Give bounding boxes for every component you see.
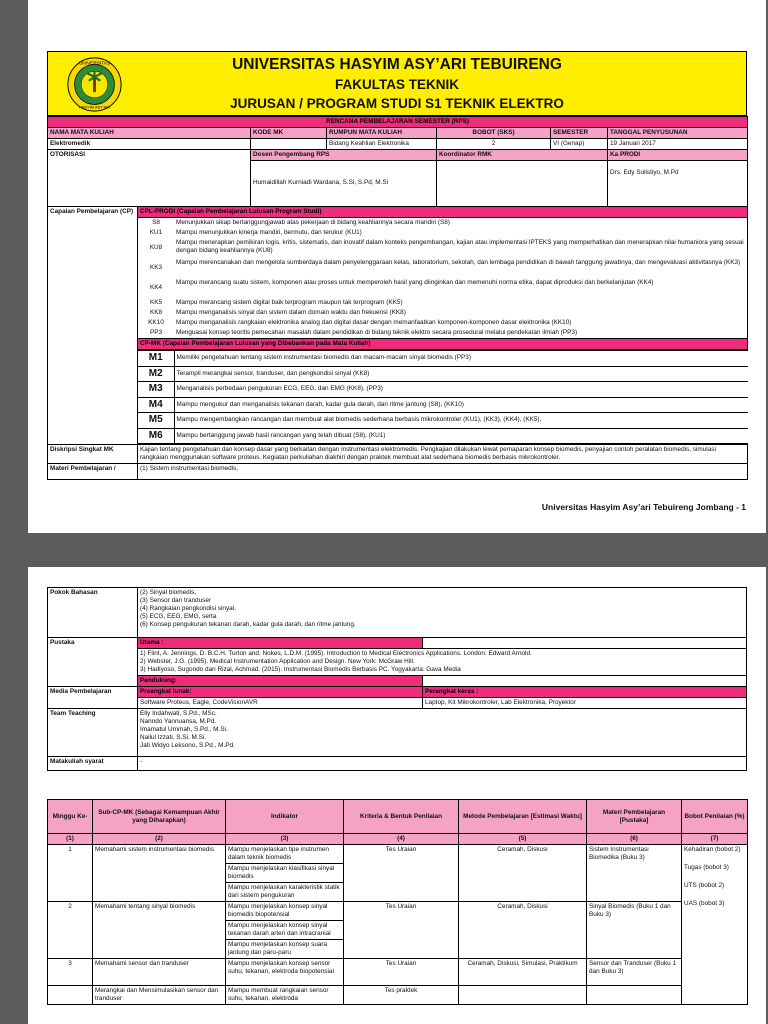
indikator-item: Mampu menjelaskan konsep sinyal tekanan darah arteri dan intracranial	[226, 921, 344, 940]
col-number-1: (1)	[48, 834, 93, 845]
label-pokok-bahasan: Pokok Bahasan	[48, 588, 138, 638]
team-member: Elly Indahwati, S.Pd., MSc.	[140, 710, 217, 717]
cpl-code: KK10	[148, 319, 164, 326]
cpmk-row	[138, 351, 748, 367]
cpmk-code: M1	[138, 351, 174, 367]
cpmk-row	[138, 382, 748, 398]
cpl-code: KK5	[149, 299, 163, 306]
deskripsi-text: Kajian tentang pengetahuan dan konsep dasar yang berkaitan dengan instrumentasi elektromedis. Pengkajian dilakukan lewat pemaparan konsep biomedis, penyajian contoh peralatan biomedis, simulasi rangkaian menggunakan software proteus. Kegiatan perkuliahan diakhiri dengan praktek membuat alat sederhana biomedis berbasis mikrokontroler.	[138, 445, 748, 464]
bobot-cell	[682, 845, 748, 1005]
cpmk-code: M5	[138, 413, 174, 429]
cpl-row	[138, 298, 747, 308]
kaprodi-name: Drs. Edy Sulistiyo, M.Pd	[608, 161, 748, 207]
cpmk-code: M3	[138, 382, 174, 398]
week-number: 3	[48, 959, 93, 986]
cpmk-row	[138, 397, 748, 413]
faculty-name: FAKULTAS TEKNIK	[335, 77, 459, 92]
col-indikator: Indikator	[226, 800, 344, 834]
indikator-item: Mampu menjelaskan konsep sensor suhu, tekanan, elektroda biopotensial	[226, 959, 344, 986]
cpl-text: Mampu menunjukkan kinerja mandiri, bermutu, dan terukur (KU1)	[176, 229, 362, 236]
program-name: JURUSAN / PROGRAM STUDI S1 TEKNIK ELEKTRO	[230, 96, 564, 111]
cpl-text: Mampu merencanakan dan mengelola sumberdaya dalam penyelenggaraan kelas, laboratorium, sekolah, dan lembaga pendidikan di bawah tanggung jawabnya, dan mengevaluasi aktivitasnya (KK3)	[176, 259, 741, 266]
label-keras: Perangkat keras :	[423, 687, 747, 698]
schedule-table	[47, 799, 748, 1005]
label-kaprodi: Ka PRODI	[608, 150, 748, 161]
label-course-code: KODE MK	[251, 128, 327, 139]
cpl-prodi-list	[138, 218, 748, 339]
label-course-cluster: RUMPUN MATA KULIAH	[327, 128, 437, 139]
materi	[587, 986, 682, 1005]
pokok-item: (6) Konsep pengukuran tekanan darah, kadar gula darah, dan ritme jantung.	[140, 621, 356, 628]
cpmk-text: Mampu bertanggung jawab hasil rancangan yang telah dibuat (S8), (KU1)	[174, 428, 748, 444]
cpl-row	[138, 228, 747, 238]
kriteria: Tes Uraian	[344, 902, 459, 959]
col-metode: Metode Pembelajaran [Estimasi Waktu]	[459, 800, 587, 834]
schedule-row	[48, 959, 748, 986]
pustaka-list	[138, 649, 747, 676]
pokok-item: (5) ECG, EEG, EMG, serta	[140, 613, 217, 620]
col-number-5: (5)	[459, 834, 587, 845]
schedule-row	[48, 902, 748, 921]
cpmk-row	[138, 428, 748, 444]
page-footer: Universitas Hasyim Asy’ari Tebuireng Jombang - 1	[541, 502, 746, 512]
document-page-2	[28, 567, 766, 1024]
metode: Ceramah, Diskusi, Simulasi, Praktikum	[459, 959, 587, 986]
utama-spacer	[423, 638, 747, 649]
label-pustaka: Pustaka	[48, 638, 138, 687]
course-cluster: Bidang Keahlian Elektronika	[327, 139, 437, 150]
pustaka-item: 3) Hadiyoso, Sugondo dan Rizal, Achmad. (2015). Instrumentasi Biomedis Berbasis PC. Yogyakarta: Gava Media	[140, 666, 461, 673]
indikator-item: Mampu menjelaskan karakteristik statik dari sistem pengukuran	[226, 883, 344, 902]
label-capaian: Capaian Pembelajaran (CP)	[48, 207, 138, 445]
label-date: TANGGAL PENYUSUNAN	[608, 128, 748, 139]
cpl-code: KK3	[149, 264, 163, 271]
label-syarat: Matakuliah syarat	[48, 757, 138, 771]
cpl-text: Mampu menganalisis rangkaian elektronika analog dan digital dasar dengan memanfaatkan komponen-komponen dasar elektronika (KK10)	[176, 319, 572, 326]
koordinator-name	[437, 161, 608, 207]
cpmk-text: Mampu mengukur dan menganalisis tekanan darah, kadar gula darah, dan ritme jantung (S8), (KK10)	[174, 397, 748, 413]
document-page-1	[28, 0, 766, 533]
cpmk-text: Memiliki pengetahuan tentang sistem instrumentasi biomedis dan macam-macam sinyal biomedis (PP3)	[174, 351, 748, 367]
cpmk-code: M6	[138, 428, 174, 444]
week-number	[48, 986, 93, 1005]
logo-text-bottom: HASYIM ASY'ARI	[78, 104, 111, 110]
week-number: 2	[48, 902, 93, 959]
cpl-text: Menunjukkan sikap bertanggungjawab atas pekerjaan di bidang keahliannya secara mandiri (S8)	[176, 219, 450, 226]
metode	[459, 986, 587, 1005]
cpl-row	[138, 318, 747, 328]
label-team: Team Teaching	[48, 709, 138, 757]
bobot-item: Tugas (bobot 3)	[684, 864, 729, 871]
label-dosen: Dosen Pengembang RPS	[251, 150, 437, 161]
col-sub-cpmk: Sub-CP-MK (Sebagai Kemampuan Akhir yang Diharapkan)	[93, 800, 226, 834]
cpl-row	[138, 258, 747, 278]
label-otorisasi: OTORISASI	[48, 150, 251, 207]
schedule-row	[48, 986, 748, 1005]
rps-table-continued	[47, 587, 747, 771]
cpl-text: Mampu merancang sistem digital baik terprogram maupun tak terprogram (KK5)	[176, 299, 403, 306]
metode: Ceramah, Diskusi	[459, 845, 587, 902]
label-semester: SEMESTER	[551, 128, 608, 139]
label-materi: Materi Pembelajaran /	[48, 464, 138, 480]
team-member: Nailul Izzati, S.Si. M.Si.	[140, 734, 207, 741]
dosen-name: Humaidillah Kurniadi Wardana, S.Si, S.Pd, M.Si	[251, 161, 437, 207]
kriteria: Tes Uraian	[344, 959, 459, 986]
cpl-code: KU1	[149, 229, 163, 236]
rps-title: RENCANA PEMBELAJARAN SEMESTER (RPS)	[48, 117, 748, 128]
indikator-item: Mampu menjelaskan konsep suara jantung dan paru-paru	[226, 940, 344, 959]
course-code	[251, 139, 327, 150]
software-list: Software Proteus, Eagle, CodeVisionAVR	[138, 698, 423, 709]
team-member: Nanndo Yannuansa, M.Pd.	[140, 718, 217, 725]
indikator-item: Mampu menjelaskan konsep sinyal biomedis biopotensial	[226, 902, 344, 921]
cpl-prodi-items	[138, 218, 747, 338]
sub-cpmk: Memahami tentang sinyal biomedis	[93, 902, 226, 959]
label-course-name: NAMA MATA KULIAH	[48, 128, 251, 139]
label-pendukung: Pendukung:	[138, 676, 423, 687]
materi: Sistem Instrumentasi Biomedika (Buku 3)	[587, 845, 682, 902]
materi: Sensor dan Tranduser (Buku 1 dan Buku 3)	[587, 959, 682, 986]
cpl-text: Menguasai konsep teoritis pemecahan masalah dalam pendidikan di bidang teknik elektro secara prosedural melalui pendekatan ilmiah (PP3)	[176, 329, 578, 336]
metode: Ceramah, Diskusi	[459, 902, 587, 959]
sub-cpmk: Merangkai dan Mensimulasikan sensor dan tranduser	[93, 986, 226, 1005]
cpl-code: S8	[152, 219, 160, 226]
team-member: Jati Widyo Leksono, S.Pd., M.Pd.	[140, 742, 235, 749]
bobot-item: UTS (bobot 2)	[684, 882, 725, 889]
cpl-code: PP3	[149, 329, 163, 336]
cpmk-title: CP-MK (Capaian Pembelajaran Lulusan yang Dibebankan pada Mata Kuliah)	[138, 339, 748, 350]
cpl-row	[138, 328, 747, 338]
rps-table	[47, 116, 748, 480]
indikator-item: Mampu menjelaskan tipe instrumen dalam teknik biomedis	[226, 845, 344, 864]
col-kriteria: Kriteria & Bentuk Penilaian	[344, 800, 459, 834]
label-koordinator: Koordinator RMK	[437, 150, 608, 161]
logo-text-top: UNIVERSITAS	[78, 61, 111, 67]
pustaka-item: 1) Flint, A. Jennings, D. B.C.H. Turton and. Nokes, L.D.M. (1995). Introduction to Medical Electronics Applications. London: Edward Arnold.	[140, 650, 532, 657]
label-utama: Utama :	[138, 638, 423, 649]
team-member: Imamatul Ummah, S.Pd., M.Si.	[140, 726, 228, 733]
cpl-row	[138, 218, 747, 228]
pendukung-spacer	[423, 676, 747, 687]
cpl-text: Mampu merancang suatu sistem, komponen atau proses untuk memperoleh hasil yang diinginkan dan memenuhi norma etika, dapat diproduksi dan berkelanjutan (KK4)	[176, 279, 654, 286]
label-deskripsi: Diskripsi Singkat MK	[48, 445, 138, 464]
pokok-item: (4) Rangkaian pengkondisi sinyal,	[140, 605, 236, 612]
hardware-list: Laptop, Kit Mikrokontroler, Lab Elektronika, Proyektor	[423, 698, 747, 709]
col-materi: Materi Pembelajaran [Pustaka]	[587, 800, 682, 834]
team-list	[138, 709, 747, 757]
cpmk-items	[138, 350, 748, 444]
label-lunak: Preangkat lunak:	[138, 687, 423, 698]
syarat-value: -	[138, 757, 747, 771]
col-number-7: (7)	[682, 834, 748, 845]
cpmk-text: Menganalisis perbedaan pengukuran ECG, EEG, dan EMG (KK8), (PP3)	[174, 382, 748, 398]
cpl-text: Mampu menerapkan pemikiran logis, kritis, sistematis, dan inovatif dalam konteks pengembangan, kajian atau implementasi IPTEKS yang memperhatikan dan menerapkan nilai humaniora yang sesuai dengan bidang keahliannya (KU8)	[176, 239, 744, 254]
cpl-row	[138, 308, 747, 318]
cpl-text: Mampu menganalisis sinyal dan sistem dalam domain waktu dan frekuensi (KK8)	[176, 309, 406, 316]
col-bobot: Bobot Penilaian (%)	[682, 800, 748, 834]
cpmk-row	[138, 366, 748, 382]
col-number-2: (2)	[93, 834, 226, 845]
date: 19 Januari 2017	[608, 139, 748, 150]
pokok-item: (2) Sinyal biomedis,	[140, 589, 197, 596]
schedule-row	[48, 845, 748, 864]
bobot-item: Kehadiran (bobot 2)	[684, 846, 741, 853]
kriteria: Tes Uraian	[344, 845, 459, 902]
pustaka-item: 2) Webster, J.G. (1995). Medical Instrumentation Application and Design. New York: McGraw Hill.	[140, 658, 415, 665]
cpl-code: KK4	[149, 284, 163, 291]
cpmk-row	[138, 413, 748, 429]
materi: Sinyal Biomedis (Buku 1 dan Buku 3)	[587, 902, 682, 959]
university-name: UNIVERSITAS HASYIM ASY’ARI TEBUIRENG	[232, 56, 562, 73]
cpl-row	[138, 238, 747, 258]
cpmk-list	[138, 350, 748, 445]
label-credits: BOBOT (SKS)	[437, 128, 551, 139]
cpmk-text: Mampu mengembangkan rancangan dan membuat alat biomedis sederhana berbasis mikrokontroler (KU1), (KK3), (KK4), (KK5),	[174, 413, 748, 429]
cpl-prodi-title: CPL-PRODI (Capaian Pembelajaran Lulusan Program Studi)	[138, 207, 748, 218]
cpl-code: KK8	[149, 309, 163, 316]
cpmk-code: M4	[138, 397, 174, 413]
cpmk-text: Terampil merangkai sensor, tranduser, dan pengkondisi sinyal (KK8)	[174, 366, 748, 382]
week-number: 1	[48, 845, 93, 902]
indikator-item: Mampu menjelaskan klasifikasi sinyal biomedis	[226, 864, 344, 883]
course-name: Elektromedik	[48, 139, 251, 150]
kriteria: Tes praktek	[344, 986, 459, 1005]
label-media: Media Pembelajaran	[48, 687, 138, 709]
sub-cpmk: Memahami sensor dan tranduser	[93, 959, 226, 986]
col-minggu: Minggu Ke-	[48, 800, 93, 834]
pokok-item: (3) Sensor dan tranduser	[140, 597, 212, 604]
pokok-bahasan-list	[138, 588, 747, 638]
cpmk-code: M2	[138, 366, 174, 382]
cpl-row	[138, 278, 747, 298]
col-number-4: (4)	[344, 834, 459, 845]
credits: 2	[437, 139, 551, 150]
indikator-item: Mampu membuat rangkaian sensor suhu, tekanan, elektroda	[226, 986, 344, 1005]
col-number-6: (6)	[587, 834, 682, 845]
header-banner	[47, 51, 747, 116]
materi-first: (1) Sistem instrumentasi biomedis,	[138, 464, 748, 480]
cpl-code: KU8	[149, 244, 163, 251]
bobot-item: UAS (bobot 3)	[684, 900, 725, 907]
semester: VI (Genap)	[551, 139, 608, 150]
col-number-3: (3)	[226, 834, 344, 845]
sub-cpmk: Memahami sistem instrumentasi biomedis	[93, 845, 226, 902]
